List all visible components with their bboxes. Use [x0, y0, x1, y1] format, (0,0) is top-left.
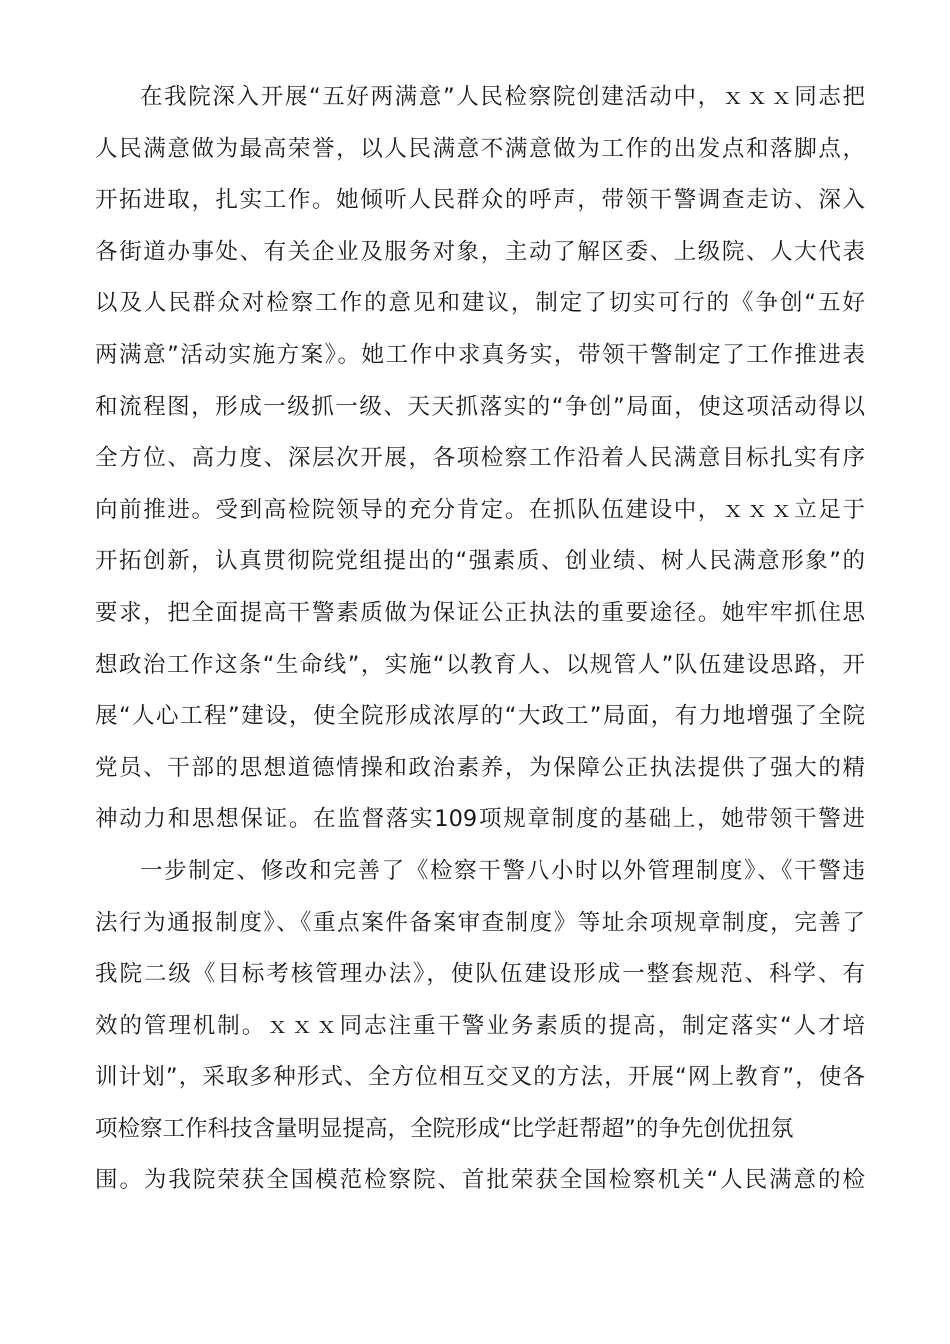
text-line: 训计划”，采取多种形式、全方位相互交叉的方法，开展“网上教育”，使各 [95, 1064, 865, 1091]
text-line: 以及人民群众对检察工作的意见和建议，制定了切实可行的《争创“五好 [95, 290, 865, 317]
text-line: 一步制定、修改和完善了《检察干警八小时以外管理制度》、《干警违 [140, 857, 865, 884]
text-line: 我院二级《目标考核管理办法》，使队伍建设形成一整套规范、科学、有 [95, 961, 865, 988]
text-line: 神动力和思想保证。在监督落实109项规章制度的基础上，她带领干警进 [95, 806, 865, 833]
text-line: 想政治工作这条“生命线”，实施“以教育人、以规管人”队伍建设思路，开 [95, 651, 865, 678]
text-line: 和流程图，形成一级抓一级、天天抓落实的“争创”局面，使这项活动得以 [95, 393, 865, 420]
text-line: 开拓进取，扎实工作。她倾听人民群众的呼声，带领干警调查走访、深入 [95, 187, 865, 214]
text-line: 围。为我院荣获全国模范检察院、首批荣获全国检察机关“人民满意的检 [95, 1167, 865, 1194]
text-line: 项检察工作科技含量明显提高，全院形成“比学赶帮超”的争先创优扭氛 [95, 1115, 794, 1142]
body-text [95, 78, 865, 1213]
text-line: 展“人心工程”建设，使全院形成浓厚的“大政工”局面，有力地增强了全院 [95, 703, 865, 730]
text-line: 效的管理机制。ｘｘｘ同志注重干警业务素质的提高，制定落实“人才培 [95, 1012, 865, 1039]
text-line: 人民满意做为最高荣誉，以人民满意不满意做为工作的出发点和落脚点， [95, 135, 865, 162]
text-line: 全方位、高力度、深层次开展，各项检察工作沿着人民满意目标扎实有序 [95, 445, 865, 472]
text-line: 要求，把全面提高干警素质做为保证公正执法的重要途径。她牢牢抓住思 [95, 599, 865, 626]
text-line: 开拓创新，认真贯彻院党组提出的“强素质、创业绩、树人民满意形象”的 [95, 548, 865, 575]
text-line: 各街道办事处、有关企业及服务对象，主动了解区委、上级院、人大代表 [95, 238, 865, 265]
text-line: 在我院深入开展“五好两满意”人民检察院创建活动中，ｘｘｘ同志把 [140, 84, 865, 110]
text-line: 向前推进。受到高检院领导的充分肯定。在抓队伍建设中，ｘｘｘ立足于 [95, 496, 865, 523]
text-line: 两满意”活动实施方案》。她工作中求真务实，带领干警制定了工作推进表 [95, 341, 865, 368]
text-line: 法行为通报制度》、《重点案件备案审查制度》等址余项规章制度，完善了 [95, 909, 865, 936]
text-line: 党员、干部的思想道德情操和政治素养，为保障公正执法提供了强大的精 [95, 754, 865, 781]
